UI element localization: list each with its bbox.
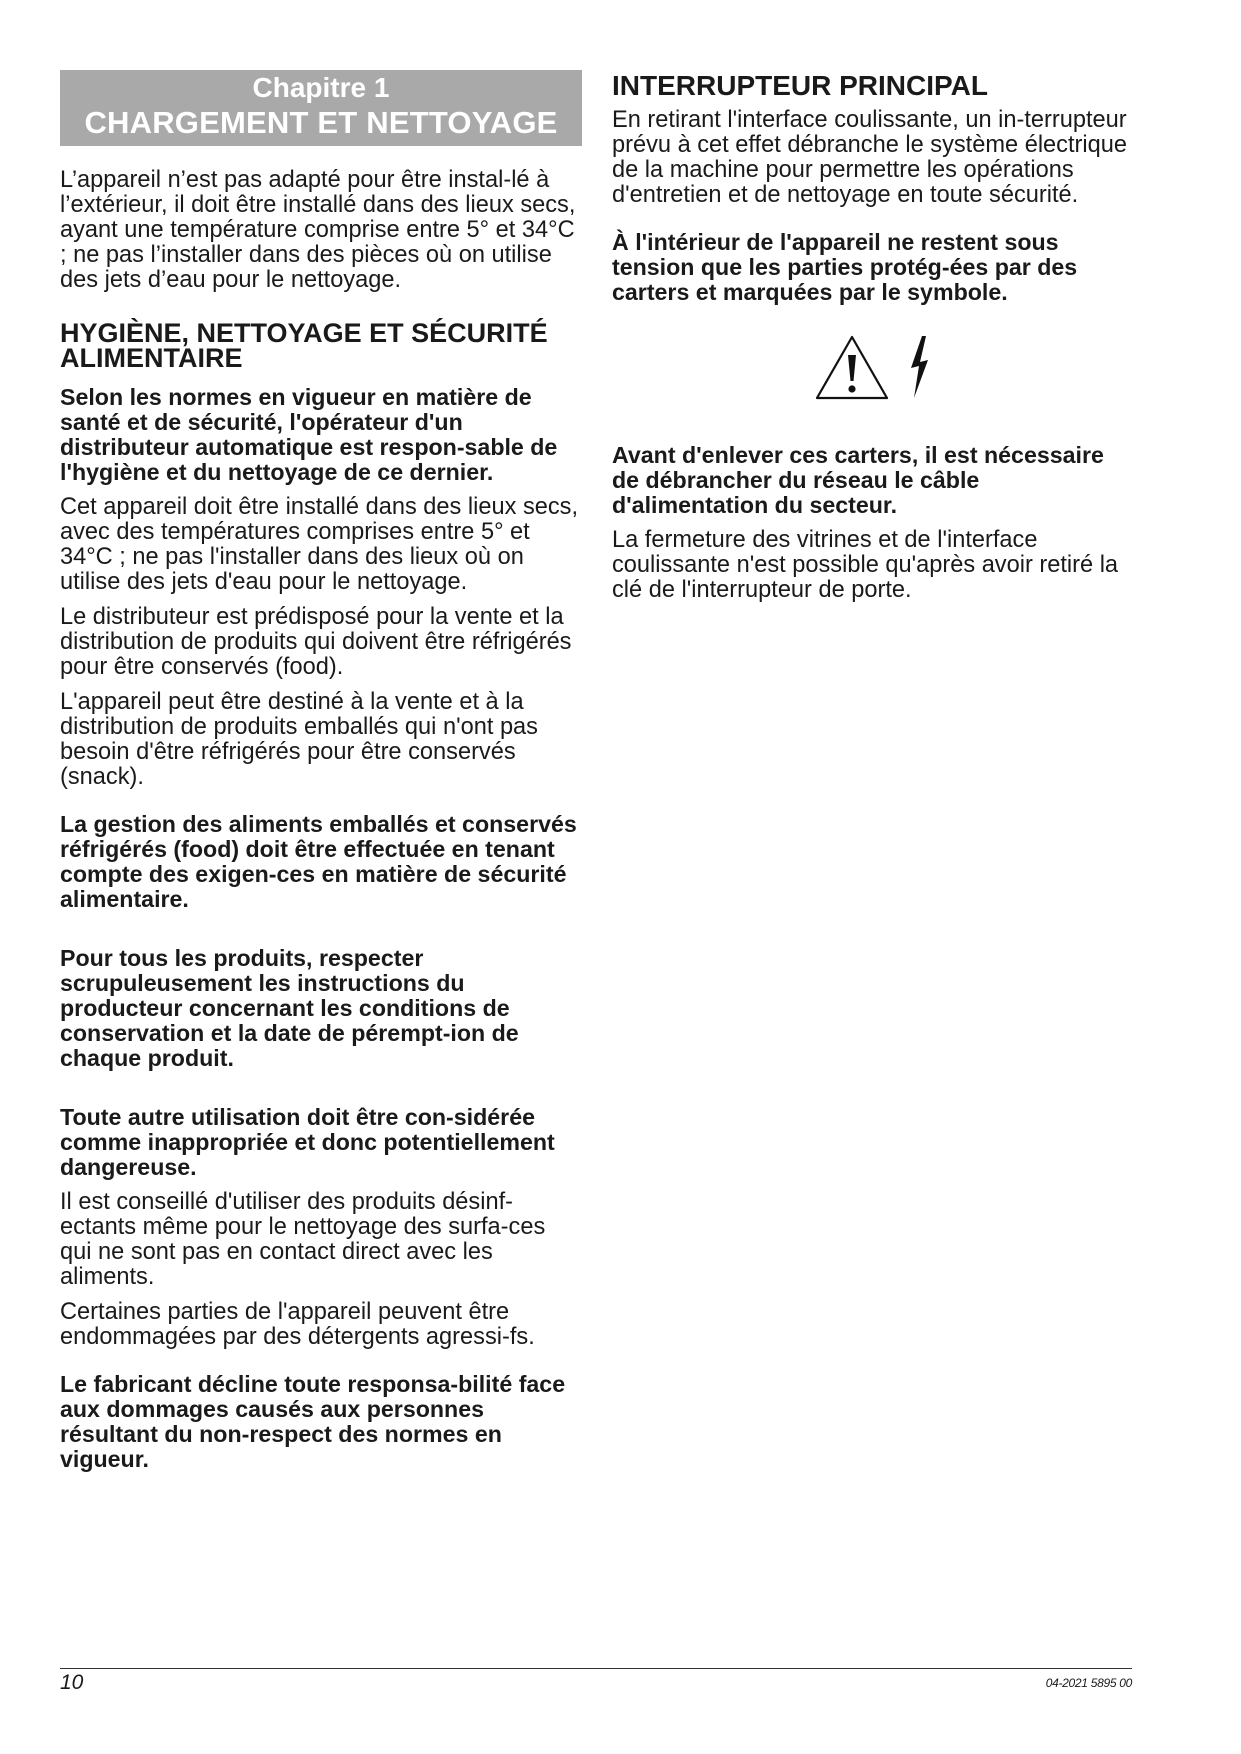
footer-divider bbox=[60, 1668, 1132, 1669]
paragraph-9: Certaines parties de l'appareil peuvent être endommagées par des détergents agressi-fs. bbox=[60, 1299, 535, 1350]
paragraph-bold-6: Pour tous les produits, respecter scrupuleusement les instructions du producteur concernant les conditions de conservation et la date de pérempt-ion de chaque produit. bbox=[60, 945, 519, 1071]
chapter-banner bbox=[60, 70, 582, 146]
paragraph-bold-7: Toute autre utilisation doit être con-sidérée comme inappropriée et donc potentiellement dangereuse. bbox=[60, 1104, 555, 1180]
section-heading-main-switch: INTERRUPTEUR PRINCIPAL bbox=[612, 70, 988, 101]
chapter-title: CHARGEMENT ET NETTOYAGE bbox=[84, 105, 558, 140]
right-paragraph-bold-3: Avant d'enlever ces carters, il est nécessaire de débrancher du réseau le câble d'alimentation du secteur. bbox=[612, 442, 1104, 518]
paragraph-2: Cet appareil doit être installé dans des lieux secs, avec des températures comprises entre 5° et 34°C ; ne pas l'installer dans des lieux où on utilise des jets d'eau pour le nettoyage. bbox=[60, 494, 579, 595]
right-paragraph-4: La fermeture des vitrines et de l'interface coulissante n'est possible qu'après avoir retiré la clé de l'interrupteur de porte. bbox=[612, 527, 1119, 603]
document-code: 04-2021 5895 00 bbox=[1045, 1676, 1132, 1690]
lightning-bolt-icon bbox=[908, 334, 930, 400]
right-paragraph-bold-2: À l'intérieur de l'appareil ne restent sous tension que les parties protég-ées par des carters et marquées par le symbole. bbox=[612, 229, 1078, 305]
right-column bbox=[612, 70, 1132, 603]
warning-triangle-icon bbox=[814, 333, 890, 401]
hazard-symbols bbox=[612, 333, 1132, 401]
left-column bbox=[60, 70, 582, 1472]
section-heading-hygiene: HYGIÈNE, NETTOYAGE ET SÉCURITÉ ALIMENTAIRE bbox=[60, 318, 548, 373]
right-paragraph-1: En retirant l'interface coulissante, un in-terrupteur prévu à cet effet débranche le système électrique de la machine pour permettre les opérations d'entretien et de nettoyage en toute sécurité. bbox=[612, 107, 1127, 208]
paragraph-8: Il est conseillé d'utiliser des produits désinf-ectants même pour le nettoyage des surfa-ces qui ne sont pas en contact direct avec les aliments. bbox=[60, 1189, 546, 1290]
paragraph-bold-1: Selon les normes en vigueur en matière de santé et de sécurité, l'opérateur d'un distributeur automatique est respon-sable de l'hygiène et du nettoyage de ce dernier. bbox=[60, 384, 558, 485]
intro-paragraph: L’appareil n’est pas adapté pour être instal-lé à l’extérieur, il doit être installé dans des lieux secs, ayant une température comprise entre 5° et 34°C ; ne pas l’installer dans des pièces où on utilise des jets d’eau pour le nettoyage. bbox=[60, 167, 576, 293]
chapter-label: Chapitre 1 bbox=[252, 72, 390, 103]
page-number: 10 bbox=[60, 1671, 84, 1694]
paragraph-bold-10: Le fabricant décline toute responsa-bilité face aux dommages causés aux personnes résultant du non-respect des normes en vigueur. bbox=[60, 1371, 566, 1472]
paragraph-3: Le distributeur est prédisposé pour la vente et la distribution de produits qui doivent être réfrigérés pour être conservés (food). bbox=[60, 604, 572, 680]
paragraph-4: L'appareil peut être destiné à la vente et à la distribution de produits emballés qui n'ont pas besoin d'être réfrigérés pour être conservés (snack). bbox=[60, 689, 538, 790]
paragraph-bold-5: La gestion des aliments emballés et conservés réfrigérés (food) doit être effectuée en tenant compte des exigen-ces en matière de sécurité alimentaire. bbox=[60, 811, 577, 912]
